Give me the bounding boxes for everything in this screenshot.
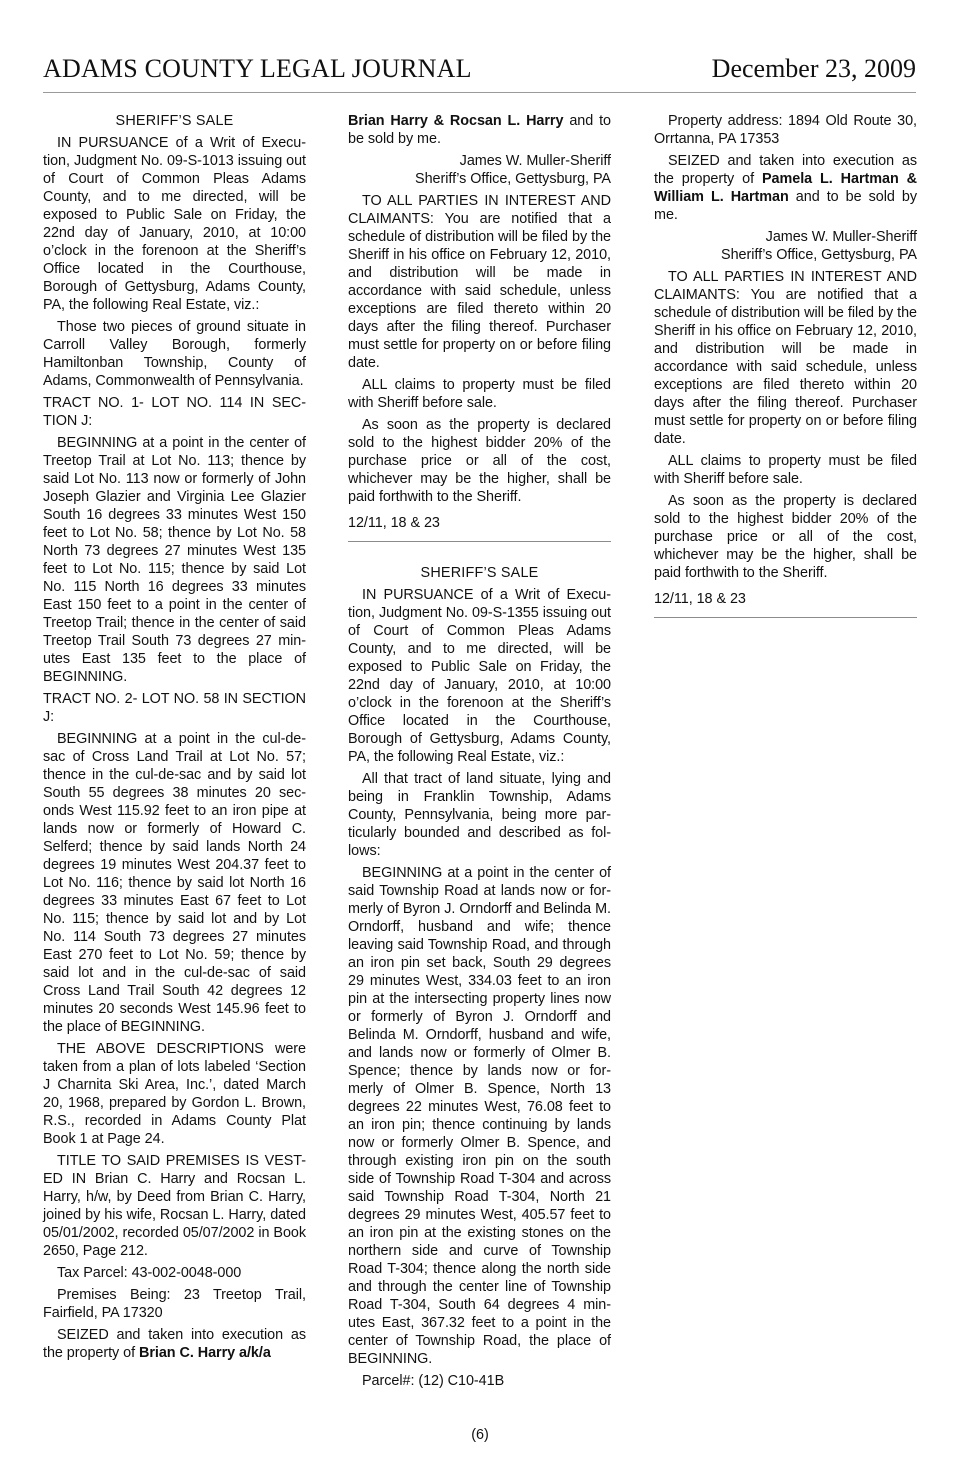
sale-1-sheriff-name: James W. Muller-Sheriff xyxy=(459,153,611,169)
sale-1-heading: SHERIFF’S SALE xyxy=(115,113,234,129)
sale-2-tract: All that tract of land situate, lying and being in Franklin Township, Adams County, Pennsylvania, being more par- ticularly bounded and described as fol- lows: xyxy=(348,771,611,859)
column-3 xyxy=(654,112,917,640)
sale-2-claims: ALL claims to property must be filed with Sheriff before sale. xyxy=(654,453,917,487)
sale-2-intro: IN PURSUANCE of a Writ of Execu- tion, Judgment No. 09-S-1355 issuing out of Court of Common Pleas Adams County, and to me directed, will be exposed to Public Sale on Friday, the 22nd day of January, 2010, at 10:00 o’clock in the forenoon at the Sheriff’s Office located in the Courthouse, Borough of Gettysburg, Adams County, PA, the following Real Estate, viz.: xyxy=(348,587,611,765)
column-2 xyxy=(348,112,611,1394)
sale-2-description: BEGINNING at a point in the center of said Township Road at lands now or for- merly of Byron J. Orndorff and Belinda M. Orndorff, husband and wife; thence leaving said Township Road, and through an iron pin set back, South 29 degrees 29 minutes West, 334.03 feet to an iron pin at the intersecting property lines now or formerly of Byron J. Orndorff and Belinda M. Orndorff, husband and wife, and lands now or formerly of Olmer B. Spence; thence by lands now or for- merly of Olmer B. Spence, North 13 degrees 22 minutes West, 76.08 feet to an iron pin; thence continuing by lands now or formerly Olmer B. Spence, and through existing iron pin on the south side of Township Road T-304 and across said Township Road T-304, North 21 degrees 29 minutes West, 405.57 feet to an iron pin at the existing stones on the northern side and curve of Township Road T-304; thence along the north side and through the center line of Township Road T-304, South 64 degrees 4 min- utes East, 367.32 feet to a point in the center of Township Road, the place of BEGINNING. xyxy=(348,865,611,1367)
sale-2-seized-prefix: SEIZED and taken into execution as the property of xyxy=(654,153,917,187)
sale-2-parcel: Parcel#: (12) C10-41B xyxy=(362,1373,505,1389)
sale-2-sheriff-name: James W. Muller-Sheriff xyxy=(765,229,917,245)
journal-title: ADAMS COUNTY LEGAL JOURNAL xyxy=(43,54,472,83)
sale-1-sheriff-office: Sheriff’s Office, Gettysburg, PA xyxy=(415,171,611,187)
issue-date: December 23, 2009 xyxy=(711,54,916,83)
sale-2-as-soon: As soon as the property is declared sold to the highest bidder 20% of the purchase price or all of the cost, whichever may be the higher, shall be paid forthwith to the Sheriff. xyxy=(654,493,917,581)
sale-1-tract-2-description: BEGINNING at a point in the cul-de- sac of Cross Land Trail at Lot No. 57; thence in the cul-de-sac and by said lot South 55 degrees 38 minutes 20 sec- onds West 115.92 feet to an iron pipe at lands now or formerly of Howard C. Selferd; thence by said lands North 24 degrees 19 minutes West 204.37 feet to Lot No. 116; thence by said lot North 16 degrees 33 minutes East 67 feet to Lot No. 115; thence by said lot and by Lot No. 114 South 73 degrees 27 minutes East 270 feet to Lot No. 59; thence by said lot and in the cul-de-sac of said Cross Land Trail South 42 degrees 12 minutes 20 seconds West 145.96 feet to the place of BEGINNING. xyxy=(43,731,306,1035)
sale-1-claims: ALL claims to property must be filed with Sheriff before sale. xyxy=(348,377,611,411)
sale-2-to-all-parties: TO ALL PARTIES IN INTEREST AND CLAIMANTS: You are notified that a schedule of distribution will be filed by the Sheriff in his office on February 12, 2010, and distribution will be made in accordance with said schedule, unless exceptions are filed thereto within 20 days after the filing thereof. Purchaser must settle for property on or before filing date. xyxy=(654,269,917,447)
sale-1-premises: Premises Being: 23 Treetop Trail, Fairfield, PA 17320 xyxy=(43,1287,306,1321)
sale-1-intro: IN PURSUANCE of a Writ of Execu- tion, Judgment No. 09-S-1013 issuing out of Court of Common Pleas Adams County, and to me directed, will be exposed to Public Sale on Friday, the 22nd day of January, 2010, at 10:00 o’clock in the forenoon at the Sheriff’s Office located in the Courthouse, Borough of Gettysburg, Adams County, PA, the following Real Estate, viz.: xyxy=(43,135,306,313)
sale-1-plan-note: THE ABOVE DESCRIPTIONS were taken from a plan of lots labeled ‘Section J Charnita Ski Area, Inc.’, dated March 20, 1968, prepared by Gordon L. Brown, R.S., recorded in Adams County Plat Book 1 at Page 24. xyxy=(43,1041,306,1147)
journal-header xyxy=(43,52,916,93)
sale-2-owner-names: Pamela L. Hartman & William L. Hartman xyxy=(654,171,917,205)
end-divider xyxy=(654,617,917,618)
sale-1-owner-names: Brian C. Harry a/k/a xyxy=(139,1345,271,1361)
sale-1-title-vested: TITLE TO SAID PREMISES IS VEST- ED IN Brian C. Harry and Rocsan L. Harry, h/w, by Deed from Brian C. Harry, joined by his wife, Rocsan L. Harry, dated 05/01/2002, recorded 05/07/2002 in Book 2650, Page 212. xyxy=(43,1153,306,1259)
sale-1-owner-names-cont: Brian Harry & Rocsan L. Harry xyxy=(348,113,564,129)
sale-2-property-address: Property address: 1894 Old Route 30, Orrtanna, PA 17353 xyxy=(654,113,917,147)
sale-2-seized xyxy=(654,152,917,224)
sale-2-seized-suffix: and to be sold by me. xyxy=(654,189,917,223)
page-number: (6) xyxy=(471,1427,489,1443)
sale-1-seized-suffix: and to be sold by me. xyxy=(348,113,612,147)
sale-1-as-soon: As soon as the property is declared sold to the highest bidder 20% of the purchase price or all of the cost, whichever may be the higher, shall be paid forthwith to the Sheriff. xyxy=(348,417,611,505)
column-1 xyxy=(43,112,306,1366)
sale-1-ground: Those two pieces of ground situate in Carroll Valley Borough, formerly Hamiltonban Township, County of Adams, Commonwealth of Pennsylvania. xyxy=(43,319,306,389)
sale-1-tract-2-heading: TRACT NO. 2- LOT NO. 58 IN SECTION J: xyxy=(43,691,306,725)
sale-divider xyxy=(348,541,611,542)
sale-1-seized-prefix: SEIZED and taken into execution as the property of xyxy=(43,1327,306,1361)
sale-1-publication-dates: 12/11, 18 & 23 xyxy=(348,515,440,531)
sale-1-tract-1-heading: TRACT NO. 1- LOT NO. 114 IN SEC- TION J: xyxy=(43,395,306,429)
sale-2-publication-dates: 12/11, 18 & 23 xyxy=(654,591,746,607)
sale-1-to-all-parties: TO ALL PARTIES IN INTEREST AND CLAIMANTS: You are notified that a schedule of distribution will be filed by the Sheriff in his office on February 12, 2010, and distribution will be made in accordance with said schedule, unless exceptions are filed thereto within 20 days after the filing thereof. Purchaser must settle for property on or before filing date. xyxy=(348,193,611,371)
sale-1-seized-continued xyxy=(348,112,611,148)
sale-1-seized xyxy=(43,1326,306,1362)
sale-2-heading: SHERIFF’S SALE xyxy=(420,565,539,581)
sale-1-tax-parcel: Tax Parcel: 43-002-0048-000 xyxy=(57,1265,242,1281)
sale-2-sheriff-office: Sheriff’s Office, Gettysburg, PA xyxy=(721,247,917,263)
sale-1-tract-1-description: BEGINNING at a point in the center of Treetop Trail at Lot No. 113; thence by said Lot No. 113 now or formerly of John Joseph Glazier and Virginia Lee Glazier South 16 degrees 33 minutes West 150 feet to Lot No. 58; thence by Lot No. 58 North 73 degrees 27 minutes West 135 feet to Lot No. 115; thence by said Lot No. 115 North 16 degrees 33 minutes East 150 feet to a point in the center of Treetop Trail; thence in the center of said Treetop Trail South 73 degrees 27 min- utes East 135 feet to the place of BEGINNING. xyxy=(43,435,306,685)
